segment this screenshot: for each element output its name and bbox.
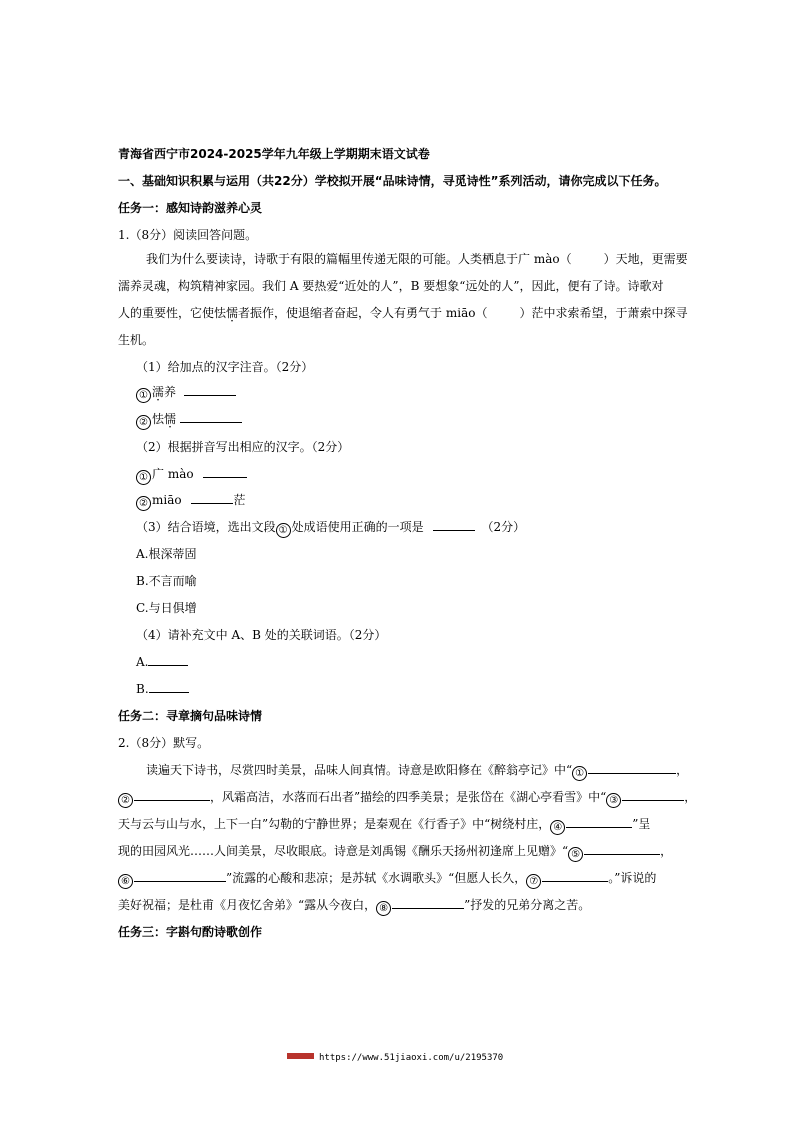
answer-blank[interactable]: [184, 384, 236, 396]
answer-blank[interactable]: [203, 466, 247, 478]
task-3-heading: 任务三：字斟句酌诗歌创作: [118, 925, 263, 939]
answer-blank[interactable]: [392, 897, 464, 909]
dictation-line-5: ⑥ ”流露的心酸和悲凉；是苏轼《水调歌头》“但愿人长久， ⑦ 。”诉说的: [118, 870, 656, 889]
dictation-line-2: ② ，风霜高洁，水落而石出者”描绘的四季美景；是张岱在《湖心亭看雪》中“ ③ ，: [118, 789, 696, 808]
answer-blank[interactable]: [148, 654, 188, 666]
dictation-line-6: 美好祝福；是杜甫《月夜忆舍弟》“露从今夜白， ⑧ ”抒发的兄弟分离之苦。: [118, 898, 591, 914]
answer-blank[interactable]: [180, 411, 242, 423]
answer-1-2: ② 怯懦: [136, 411, 242, 430]
footer: [287, 1053, 503, 1063]
answer-blank[interactable]: [134, 870, 226, 882]
answer-blank[interactable]: [542, 870, 608, 882]
sub-question-3: （3）结合语境，选出文段 ① 处成语使用正确的一项是 （2分）: [136, 520, 526, 536]
footer-url[interactable]: https://www.51jiaoxi.com/u/2195370: [319, 1053, 504, 1063]
task-1-heading: 任务一：感知诗韵滋养心灵: [118, 201, 263, 215]
answer-1-1: ① 濡养: [136, 384, 236, 403]
option-b: B.不言而喻: [136, 574, 197, 588]
sub-question-1: （1）给加点的汉字注音。（2分）: [136, 360, 314, 374]
site-logo-icon: [287, 1053, 314, 1059]
option-a: A.根深蒂固: [136, 547, 197, 561]
dictation-line-4: 现的田园风光……人间美景，尽收眼底。诗意是刘禹锡《酬乐天扬州初逢席上见赠》“ ⑤ ，: [118, 844, 673, 860]
sub-question-4: （4）请补充文中 A、B 处的关联词语。（2分）: [136, 628, 387, 642]
answer-blank[interactable]: [134, 789, 210, 801]
sub-question-2: （2）根据拼音写出相应的汉字。（2分）: [136, 440, 350, 454]
answer-2-1: ① 广 mào: [136, 466, 247, 485]
answer-2-2: ② miāo 茫: [136, 492, 245, 511]
answer-4-a: A.: [136, 654, 188, 670]
dictation-line-1: 读遍天下诗书，尽赏四时美景，品味人间真情。诗意是欧阳修在《醉翁亭记》中“ ① ，: [146, 763, 689, 779]
dictation-line-3: 天与云与山与水，上下一白”勾勒的宁静世界；是秦观在《行香子》中“树绕村庄， ④ ”呈: [118, 817, 651, 833]
exam-title: 青海省西宁市2024-2025学年九年级上学期期末语文试卷: [118, 147, 430, 161]
passage-line-1: 我们为什么要读诗，诗歌于有限的篇幅里传递无限的可能。人类栖息于广 mào（ ）天地，更需要: [146, 252, 688, 266]
question-2-head: 2.（8分）默写。: [118, 736, 210, 750]
answer-blank[interactable]: [588, 762, 676, 774]
option-c: C.与日俱增: [136, 601, 197, 615]
answer-blank[interactable]: [584, 843, 660, 855]
task-2-heading: 任务二：寻章摘句品味诗情: [118, 709, 263, 723]
passage-line-4: 生机。: [118, 333, 155, 347]
answer-blank[interactable]: [191, 492, 233, 504]
question-1-head: 1.（8分）阅读回答问题。: [118, 228, 258, 242]
passage-line-2: 濡养灵魂，构筑精神家园。我们 A 要热爱“近处的人”，B 要想象“远处的人”，因此，便有了诗。诗歌对: [118, 279, 664, 293]
answer-blank[interactable]: [566, 816, 632, 828]
answer-blank[interactable]: [149, 681, 189, 693]
answer-blank[interactable]: [622, 789, 684, 801]
answer-4-b: B.: [136, 681, 189, 697]
section-1-heading: 一、基础知识积累与运用（共22分）学校拟开展“品味诗情，寻觅诗性”系列活动，请你完成以下任务。: [118, 174, 667, 188]
passage-line-3: 人的重要性，它使怯懦者振作，使退缩者奋起，令人有勇气于 miāo（ ）茫中求索希望，于萧索中探寻: [118, 306, 688, 320]
answer-blank[interactable]: [433, 519, 475, 531]
